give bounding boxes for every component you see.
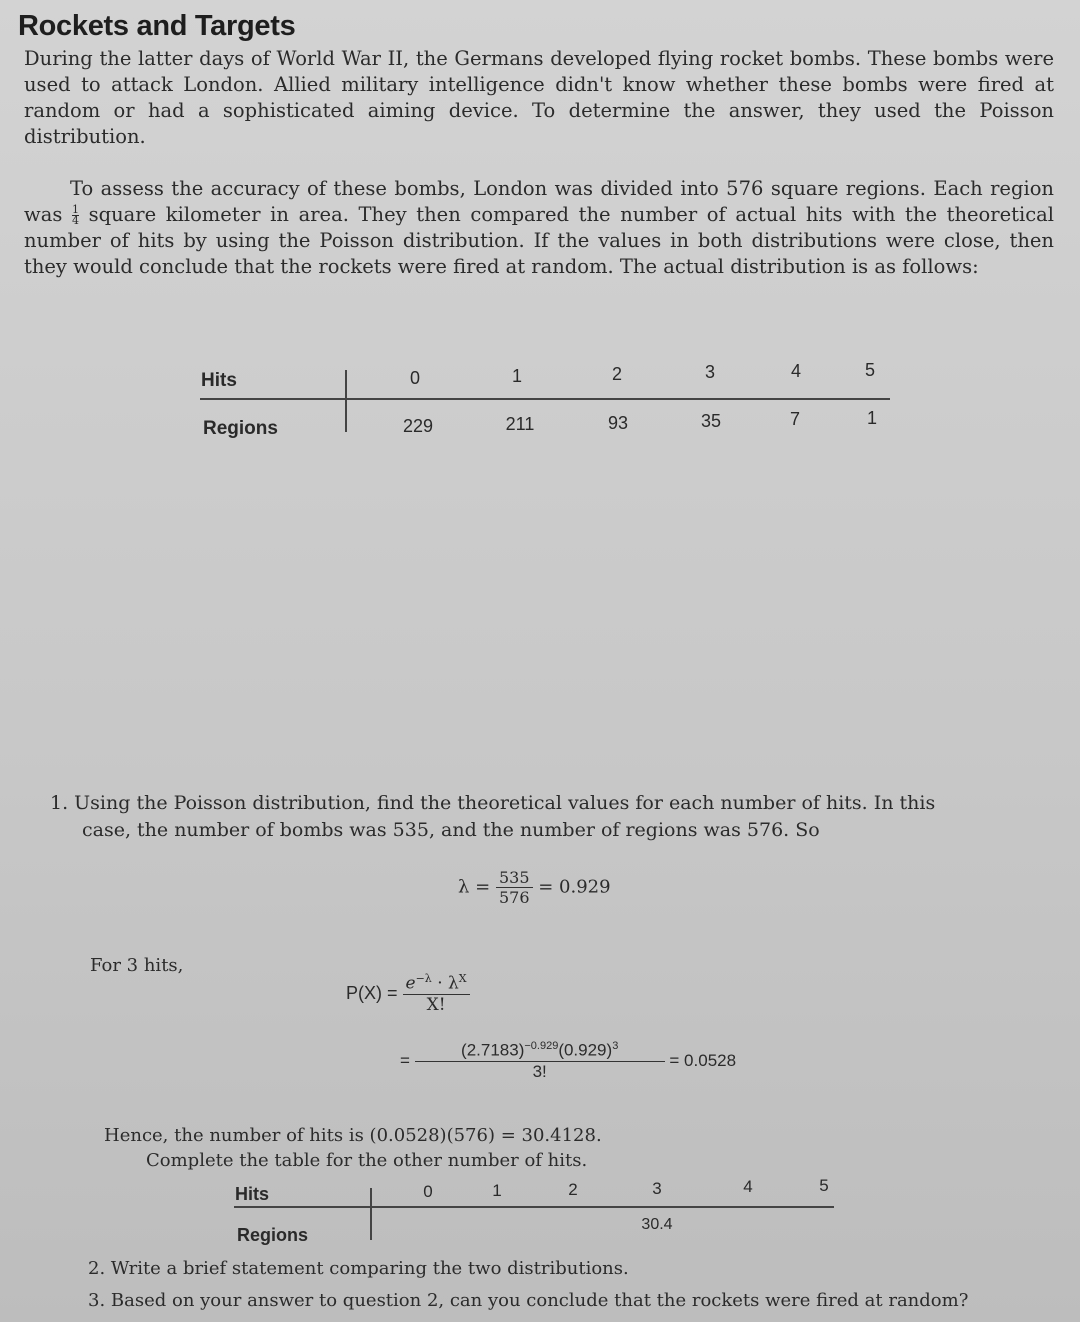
question-1-line-2: case, the number of bombs was 535, and the number of regions was 576. So (82, 819, 820, 841)
for-3-hits-label: For 3 hits, (90, 955, 184, 976)
hits-cell: 4 (790, 361, 801, 381)
hits-cell: 2 (611, 364, 622, 384)
hits-cell: 5 (819, 1176, 829, 1195)
question-3: 3. Based on your answer to question 2, can you conclude that the rockets were fired at random? (88, 1290, 969, 1311)
method-paragraph (24, 176, 1054, 280)
regions-row-label: Regions (203, 418, 278, 439)
substitution-fraction: $\frac{(2.7183)^{-0.929}(0.929)^3}{3!}$ (415, 1040, 665, 1082)
regions-cell: 93 (607, 413, 629, 433)
table-divider-vertical (345, 370, 347, 432)
regions-cell: 211 (505, 414, 535, 434)
hits-cell: 4 (743, 1177, 753, 1196)
hits-cell: 3 (652, 1179, 662, 1198)
regions-cell: 1 (866, 408, 877, 428)
intro-paragraph: During the latter days of World War II, the Germans developed flying rocket bombs. These bombs were used to attack London. Allied military intelligence didn't know whether these bombs were fired at random or had a sophisticated aiming device. To determine the answer, they used the Poisson distribution. (24, 47, 1054, 148)
hits-cell: 0 (423, 1182, 433, 1201)
question-1-line-1: 1. Using the Poisson distribution, find the theoretical values for each number of hits. In this (50, 792, 936, 814)
poisson-substitution (400, 1040, 736, 1082)
method-text-a: To assess the accuracy of these bombs, London was divided into 576 square regions. Each region was (24, 177, 1054, 226)
hits-cell: 1 (492, 1181, 502, 1200)
table-divider-vertical (370, 1188, 372, 1240)
quarter-fraction: $\frac{1}{4}$ (71, 203, 79, 227)
page-title: Rockets and Targets (18, 10, 296, 42)
hits-cell: 5 (864, 360, 875, 380)
table-divider-horizontal (200, 398, 890, 400)
complete-instruction: Complete the table for the other number of hits. (146, 1150, 588, 1171)
regions-cell: 229 (402, 416, 434, 436)
hence-statement: Hence, the number of hits is (0.0528)(576) = 30.4128. (104, 1125, 602, 1146)
regions-cell: 35 (700, 411, 722, 431)
hits-cell: 0 (409, 368, 420, 388)
hits-cell: 1 (511, 366, 522, 386)
question-1 (50, 790, 990, 844)
hits-cell: 2 (568, 1180, 578, 1199)
hits-row-label: Hits (201, 370, 237, 391)
lambda-equation (458, 868, 611, 907)
regions-cell: 7 (789, 409, 800, 429)
formula-fraction: $\frac{e^{-\lambda} \cdot \lambda^X}{X!}$ (403, 972, 470, 1015)
lambda-numerator: 535 (496, 868, 533, 888)
lambda-result: = 0.929 (538, 876, 611, 898)
poisson-formula (346, 972, 470, 1015)
substitution-equals: = (400, 1050, 410, 1070)
regions-cell: 30.4 (641, 1216, 673, 1233)
method-text-b: square kilometer in area. They then compared the number of actual hits with the theoretical number of hits by using the Poisson distribution. If the values in both distributions were close, then they would conclude that the rockets were fired at random. The actual distribution is as follows: (24, 203, 1055, 278)
substitution-result: = 0.0528 (669, 1050, 737, 1070)
table-divider-horizontal (234, 1206, 834, 1208)
regions-row-label: Regions (237, 1225, 309, 1245)
hits-cell: 3 (704, 362, 715, 382)
lambda-denominator: 576 (498, 888, 530, 907)
hits-row-label: Hits (235, 1184, 270, 1204)
substitution-denominator: 3! (532, 1061, 547, 1081)
formula-denominator: X! (426, 994, 446, 1015)
lambda-symbol: λ = (458, 876, 491, 898)
formula-lhs: P(X) = (346, 982, 398, 1003)
question-2: 2. Write a brief statement comparing the two distributions. (88, 1258, 629, 1279)
lambda-fraction (496, 868, 533, 907)
